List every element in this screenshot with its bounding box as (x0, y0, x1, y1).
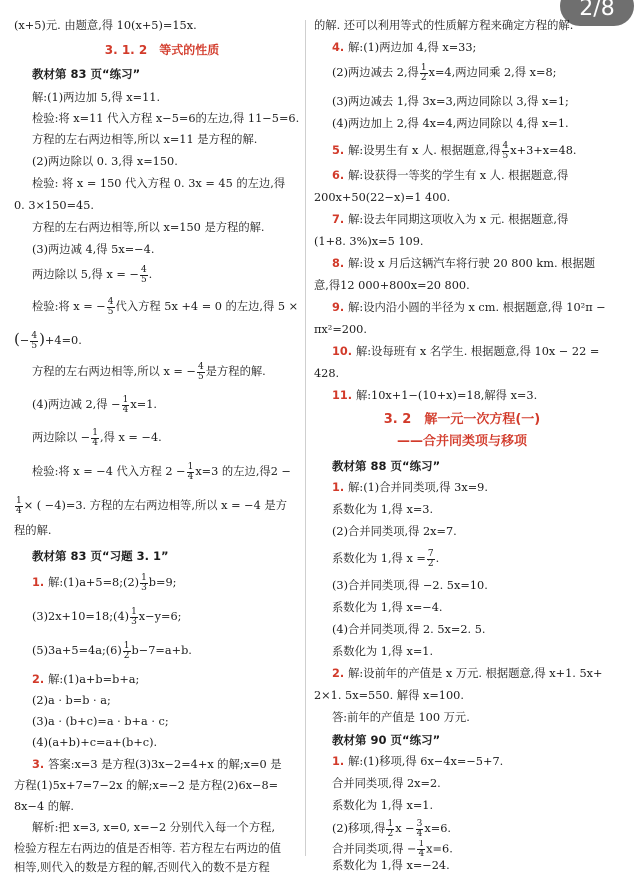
fraction: $\frac{1}{4}$ (92, 427, 98, 448)
text-line: 2. 解:(1)a+b=b+a; (32, 673, 140, 686)
text-line: 系数化为 1,得 x=1. (332, 645, 434, 658)
text-line: 程的解. (14, 524, 52, 537)
fraction: $\frac{4}{5}$ (31, 330, 38, 351)
text-line: (4)两边加上 2,得 4x=4,两边同除以 4,得 x=1. (332, 117, 569, 130)
fraction: $\frac{1}{3}$ (131, 606, 137, 627)
text-line: (2)合并同类项,得 2x=7. (332, 525, 457, 538)
section-heading: 3. 1. 2 等式的性质 (104, 43, 220, 57)
text-line: (3)合并同类项,得 −2. 5x=10. (332, 579, 488, 592)
text-line: 相等,则代入的数是方程的解,否则代入的数不是方程 (14, 861, 270, 874)
text-line: 检验:将 x = −4 代入方程 2 − $\frac{1}{4}$ x=3 的左边,得2 − (32, 461, 291, 482)
text-line: (− $\frac{4}{5}$ )+4=0. (14, 330, 82, 351)
text-line: 1. 解:(1)移项,得 6x−4x=−5+7. (332, 755, 504, 768)
text-line: (4)(a+b)+c=a+(b+c). (32, 736, 158, 749)
exercise-heading: 教材第 88 页“练习” (332, 459, 441, 473)
text-line: 检验: 将 x = 150 代入方程 0. 3x = 45 的左边,得 (32, 177, 286, 190)
fraction: $\frac{1}{4}$ (16, 495, 22, 516)
text-line: 检验:将 x=11 代入方程 x−5=6的左边,得 11−5=6. (32, 112, 300, 125)
fraction: $\frac{1}{4}$ (122, 394, 129, 415)
text-line: (5)3a+5=4a;(6) $\frac{1}{2}$ b−7=a+b. (32, 640, 192, 661)
text-line: 7. 解:设去年同期这项收入为 x 元. 根据题意,得 (332, 213, 569, 226)
fraction: $\frac{4}{5}$ (140, 264, 147, 285)
text-line: 200x+50(22−x)=1 400. (314, 191, 451, 204)
text-line: (2)a · b=b · a; (32, 694, 111, 707)
text-line: 系数化为 1,得 x = $\frac{7}{2}$ . (332, 548, 440, 569)
text-line: 的解. 还可以利用等式的性质解方程来确定方程的解. (314, 19, 574, 32)
text-line: 解析:把 x=3, x=0, x=−2 分别代入每一个方程, (32, 821, 276, 834)
fraction: $\frac{4}{5}$ (197, 361, 204, 382)
text-line: (1+8. 3%)x=5 109. (314, 235, 424, 248)
text-line: 10. 解:设每班有 x 名学生. 根据题意,得 10x − 22 = (332, 345, 600, 358)
text-line: 428. (314, 367, 340, 380)
exercise-heading: 教材第 83 页“习题 3. 1” (32, 549, 169, 563)
text-line: (2)两边除以 0. 3,得 x=150. (32, 155, 178, 168)
text-line: 1. 解:(1)a+5=8;(2) $\frac{1}{3}$ b=9; (32, 572, 177, 593)
text-line: 方程的左右两边相等,所以 x=150 是方程的解. (32, 221, 265, 234)
text-line: 3. 答案:x=3 是方程(3)3x−2=4+x 的解;x=0 是 (32, 758, 282, 771)
fraction: $\frac{4}{5}$ (502, 140, 509, 161)
fraction: $\frac{4}{5}$ (107, 296, 114, 317)
text-line: (4)两边减 2,得 − $\frac{1}{4}$ x=1. (32, 394, 157, 415)
text-line: (3)2x+10=18;(4) $\frac{1}{3}$ x−y=6; (32, 606, 182, 627)
text-line: 答:前年的产值是 100 万元. (332, 711, 470, 724)
text-line: (x+5)元. 由题意,得 10(x+5)=15x. (14, 19, 197, 32)
text-line: 检验:将 x = − $\frac{4}{5}$ 代入方程 5x +4 = 0 的左边,得 5 × (32, 296, 299, 317)
text-line: 8x−4 的解. (14, 800, 74, 813)
text-line: (3)a · (b+c)=a · b+a · c; (32, 715, 169, 728)
fraction: $\frac{1}{2}$ (123, 640, 130, 661)
fraction: $\frac{7}{2}$ (427, 548, 434, 569)
exercise-heading: 教材第 90 页“练习” (332, 733, 441, 747)
text-line: 1. 解:(1)合并同类项,得 3x=9. (332, 481, 488, 494)
text-line: 方程的左右两边相等,所以 x=11 是方程的解. (32, 133, 258, 146)
text-line: 系数化为 1,得 x=−24. (332, 859, 450, 872)
text-line: $\frac{1}{4}$ × ( −4)=3. 方程的左右两边相等,所以 x = −4 是方 (16, 495, 287, 516)
fraction: $\frac{1}{3}$ (141, 572, 147, 593)
text-line: 4. 解:(1)两边加 4,得 x=33; (332, 41, 477, 54)
text-line: 0. 3×150=45. (14, 199, 95, 212)
text-line: 合并同类项,得 − $\frac{1}{4}$ x=6. (332, 840, 453, 859)
text-line: 9. 解:设内沿小圆的半径为 x cm. 根据题意,得 10²π − (332, 301, 606, 314)
section-subheading: ——合并同类项与移项 (396, 434, 527, 449)
text-line: 解:(1)两边加 5,得 x=11. (32, 91, 161, 104)
text-line: 两边除以 5,得 x = − $\frac{4}{5}$ . (32, 264, 153, 285)
fraction: $\frac{1}{4}$ (418, 840, 425, 859)
fraction: $\frac{1}{2}$ (387, 818, 394, 839)
exercise-heading: 教材第 83 页“练习” (32, 67, 141, 81)
text-line: 8. 解:设 x 月后这辆汽车将行驶 20 800 km. 根据题 (332, 257, 596, 270)
text-line: 方程(1)5x+7=7−2x 的解;x=−2 是方程(2)6x−8= (14, 779, 279, 792)
fraction: $\frac{1}{4}$ (187, 461, 194, 482)
text-line: 2. 解:设前年的产值是 x 万元. 根据题意,得 x+1. 5x+ (332, 667, 603, 680)
text-line: 系数化为 1,得 x=3. (332, 503, 434, 516)
text-line: (3)两边减去 1,得 3x=3,两边同除以 3,得 x=1; (332, 95, 569, 108)
text-line: (2)移项,得 $\frac{1}{2}$ x − $\frac{3}{4}$ x=6. (332, 818, 452, 839)
text-line: 方程的左右两边相等,所以 x = − $\frac{4}{5}$ 是方程的解. (32, 361, 266, 382)
text-line: 11. 解:10x+1−(10+x)=18,解得 x=3. (332, 389, 538, 402)
text-line: 检验方程左右两边的值是否相等. 若方程左右两边的值 (14, 842, 282, 855)
text-line: 2×1. 5x=550. 解得 x=100. (314, 689, 464, 702)
section-heading: 3. 2 解一元一次方程(一) (383, 412, 541, 427)
text-line: 合并同类项,得 2x=2. (332, 777, 441, 790)
text-line: (2)两边减去 2,得 $\frac{1}{2}$ x=4,两边同乘 2,得 x=8; (332, 62, 557, 83)
text-line: 意,得12 000+800x=20 800. (314, 279, 470, 292)
fraction: $\frac{1}{2}$ (420, 62, 427, 83)
text-line: 系数化为 1,得 x=−4. (332, 601, 443, 614)
text-line: 系数化为 1,得 x=1. (332, 799, 434, 812)
text-line: (3)两边减 4,得 5x=−4. (32, 243, 155, 256)
text-line: 6. 解:设获得一等奖的学生有 x 人. 根据题意,得 (332, 169, 569, 182)
text-line: πx²=200. (314, 323, 367, 336)
fraction: $\frac{3}{4}$ (416, 818, 423, 839)
text-line: (4)合并同类项,得 2. 5x=2. 5. (332, 623, 486, 636)
page-indicator: 2/8 (560, 0, 634, 26)
text-line: 5. 解:设男生有 x 人. 根据题意,得 $\frac{4}{5}$ x+3+x=48. (332, 140, 577, 161)
text-line: 两边除以 − $\frac{1}{4}$ ,得 x = −4. (32, 427, 162, 448)
